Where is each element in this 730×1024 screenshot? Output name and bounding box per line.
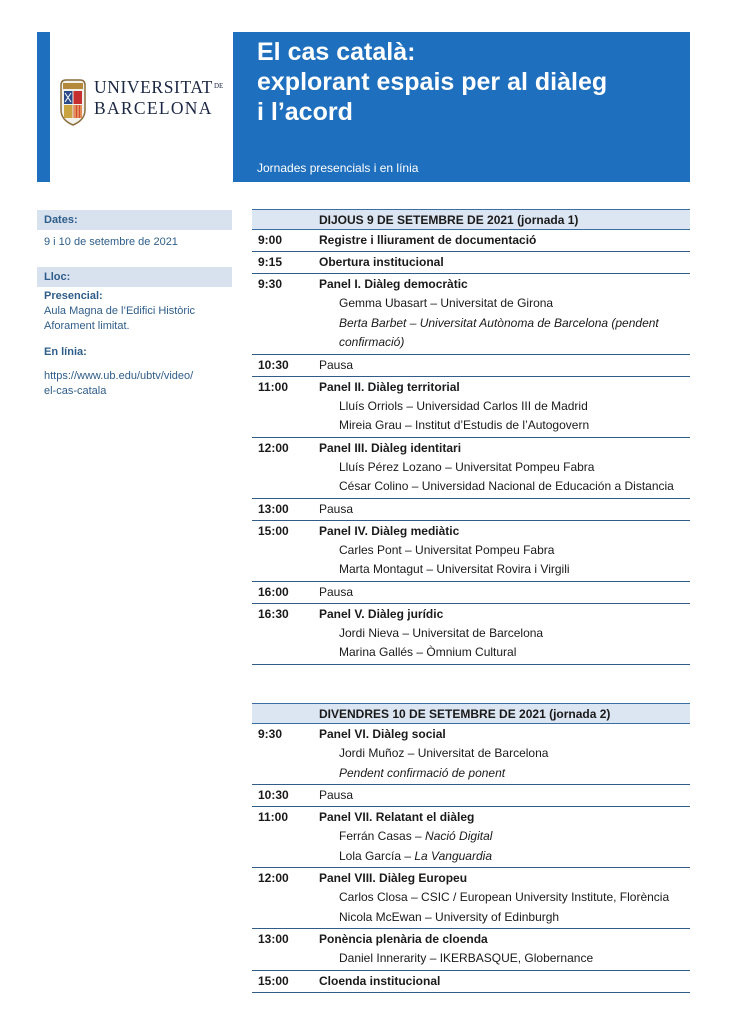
- session-time: 10:30: [258, 357, 289, 372]
- session-time: 9:15: [258, 255, 283, 269]
- session-title: Pausa: [319, 788, 354, 802]
- speaker-text: Mireia Grau – Institut d’Estudis de l’Autogovern: [339, 418, 590, 432]
- university-shield-icon: [58, 76, 88, 128]
- schedule-row: [252, 377, 690, 438]
- speaker-text: Marina Gallés – Òmnium Cultural: [339, 645, 517, 659]
- session-title: Pausa: [319, 357, 354, 372]
- speaker-line: [319, 624, 690, 644]
- session-details: [319, 808, 690, 866]
- event-title-line: El cas català:: [257, 38, 416, 66]
- speaker-text: Lluís Orriols – Universidad Carlos III de Madrid: [339, 398, 588, 413]
- session-title: Pausa: [319, 584, 354, 599]
- session-time: 12:00: [258, 871, 289, 885]
- session-title: Panel I. Diàleg democràtic: [319, 277, 468, 291]
- session-details: [319, 869, 690, 927]
- session-title: Panel III. Diàleg identitari: [319, 440, 462, 455]
- schedule-row: [252, 971, 690, 993]
- session-title: Panel VII. Relatant el diàleg: [319, 810, 475, 824]
- event-subtitle: Jornades presencials i en línia: [257, 161, 419, 175]
- session-time: 16:00: [258, 584, 289, 599]
- schedule-row: [252, 868, 690, 929]
- speaker-text: Lluís Pérez Lozano – Universitat Pompeu Fabra: [339, 459, 595, 474]
- speaker-text: Jordi Muñoz – Universitat de Barcelona: [339, 746, 549, 760]
- speaker-line: [319, 643, 690, 663]
- session-time: 16:30: [258, 606, 289, 621]
- day-heading: DIVENDRES 10 DE SETEMBRE DE 2021 (jornada 2): [252, 703, 690, 724]
- schedule-day-2: [252, 703, 690, 993]
- session-time: 9:30: [258, 727, 283, 741]
- schedule-row: [252, 604, 690, 665]
- speaker-line: [319, 847, 690, 867]
- session-details: [319, 786, 690, 805]
- event-title-line: explorant espais per al diàleg: [257, 68, 608, 96]
- speaker-text: Marta Montagut – Universitat Rovira i Virgili: [339, 562, 570, 576]
- session-details: [319, 972, 690, 991]
- session-details: [319, 356, 690, 375]
- speaker-line: [319, 397, 690, 417]
- online-url-line[interactable]: el-cas-catala: [44, 385, 107, 397]
- session-time: 15:00: [258, 973, 289, 988]
- logo-text-de: DE: [213, 82, 224, 90]
- university-logo: [58, 76, 233, 130]
- speaker-text: Carles Pont – Universitat Pompeu Fabra: [339, 542, 555, 557]
- speaker-text-italic: Pendent confirmació de ponent: [339, 765, 506, 780]
- schedule-day-1: [252, 209, 690, 665]
- schedule-row: [252, 252, 690, 274]
- session-title: Cloenda institucional: [319, 973, 441, 988]
- session-time: 12:00: [258, 440, 289, 455]
- session-details: [319, 500, 690, 519]
- session-title: Panel V. Diàleg jurídic: [319, 606, 444, 621]
- speaker-text: Lola García –: [339, 848, 415, 863]
- session-details: [319, 605, 690, 663]
- speaker-text: Ferrán Casas –: [339, 829, 426, 843]
- speaker-text: Carlos Closa – CSIC / European University Institute, Florència: [339, 890, 670, 904]
- session-details: [319, 439, 690, 497]
- schedule-row: [252, 355, 690, 377]
- speaker-text: Jordi Nieva – Universitat de Barcelona: [339, 625, 544, 640]
- session-details: [319, 231, 690, 250]
- session-details: [319, 253, 690, 272]
- title-banner: [233, 32, 690, 182]
- session-time: 9:00: [258, 233, 283, 247]
- session-time: 11:00: [258, 379, 289, 394]
- onsite-label: Presencial:: [44, 290, 103, 302]
- speaker-line: [319, 458, 690, 478]
- session-title: Pausa: [319, 501, 354, 516]
- schedule-row: [252, 499, 690, 521]
- online-url-line[interactable]: https://www.ub.edu/ubtv/video/: [44, 370, 194, 382]
- place-label: Lloc:: [37, 267, 232, 287]
- session-time: 9:30: [258, 277, 283, 291]
- speaker-text-italic: Berta Barbet – Universitat Autònoma de Barcelona (pendent confirmació): [339, 315, 659, 349]
- onsite-capacity-note: Aforament limitat.: [44, 320, 130, 332]
- session-details: [319, 275, 690, 353]
- speaker-line: [319, 541, 690, 561]
- session-title: Panel IV. Diàleg mediàtic: [319, 523, 460, 538]
- schedule-row: [252, 807, 690, 868]
- schedule-row: [252, 438, 690, 499]
- event-title: [257, 37, 607, 127]
- speaker-line: [319, 949, 690, 969]
- day-heading: DIJOUS 9 DE SETEMBRE DE 2021 (jornada 1): [252, 209, 690, 230]
- session-details: [319, 725, 690, 783]
- left-accent-bar: [37, 32, 50, 182]
- session-title: Ponència plenària de cloenda: [319, 932, 488, 946]
- session-details: [319, 522, 690, 580]
- session-details: [319, 378, 690, 436]
- session-title: Registre i lliurament de documentació: [319, 233, 537, 247]
- session-time: 13:00: [258, 501, 289, 516]
- info-sidebar: [37, 210, 232, 399]
- speaker-line: [319, 764, 690, 784]
- speaker-line: [319, 827, 690, 847]
- onsite-venue: Aula Magna de l’Edifici Històric: [44, 305, 196, 317]
- session-time: 15:00: [258, 523, 289, 538]
- session-title: Panel II. Diàleg territorial: [319, 379, 460, 394]
- schedule-row: [252, 582, 690, 604]
- logo-text-barcelona: BARCELONA: [94, 97, 213, 118]
- speaker-line: [319, 888, 690, 908]
- schedule-row: [252, 724, 690, 785]
- schedule-row: [252, 274, 690, 355]
- session-time: 11:00: [258, 810, 289, 824]
- speaker-text-italic: Nació Digital: [425, 829, 493, 843]
- schedule-row: [252, 521, 690, 582]
- speaker-line: [319, 477, 690, 497]
- schedule-row: [252, 785, 690, 807]
- speaker-line: [319, 908, 690, 928]
- session-title: Panel VIII. Diàleg Europeu: [319, 871, 468, 885]
- event-title-line: i l’acord: [257, 98, 353, 126]
- dates-value: 9 i 10 de setembre de 2021: [44, 236, 178, 248]
- speaker-line: [319, 744, 690, 764]
- schedule-row: [252, 929, 690, 971]
- session-time: 13:00: [258, 932, 289, 946]
- speaker-text-italic: La Vanguardia: [414, 848, 492, 863]
- session-time: 10:30: [258, 788, 289, 802]
- speaker-text: César Colino – Universidad Nacional de Educación a Distancia: [339, 479, 674, 493]
- online-label: En línia:: [44, 346, 87, 358]
- speaker-text: Gemma Ubasart – Universitat de Girona: [339, 296, 554, 310]
- speaker-line: [319, 560, 690, 580]
- session-title: Obertura institucional: [319, 255, 444, 269]
- session-details: [319, 583, 690, 602]
- speaker-line: [319, 294, 690, 314]
- speaker-line: [319, 416, 690, 436]
- speaker-text: Nicola McEwan – University of Edinburgh: [339, 909, 560, 924]
- logo-text-universitat: UNIVERSITAT: [94, 77, 213, 97]
- session-title: Panel VI. Diàleg social: [319, 727, 446, 741]
- speaker-line: [319, 314, 690, 353]
- session-details: [319, 930, 690, 969]
- dates-label: Dates:: [37, 210, 232, 230]
- speaker-text: Daniel Innerarity – IKERBASQUE, Globernance: [339, 951, 594, 965]
- schedule-row: [252, 230, 690, 252]
